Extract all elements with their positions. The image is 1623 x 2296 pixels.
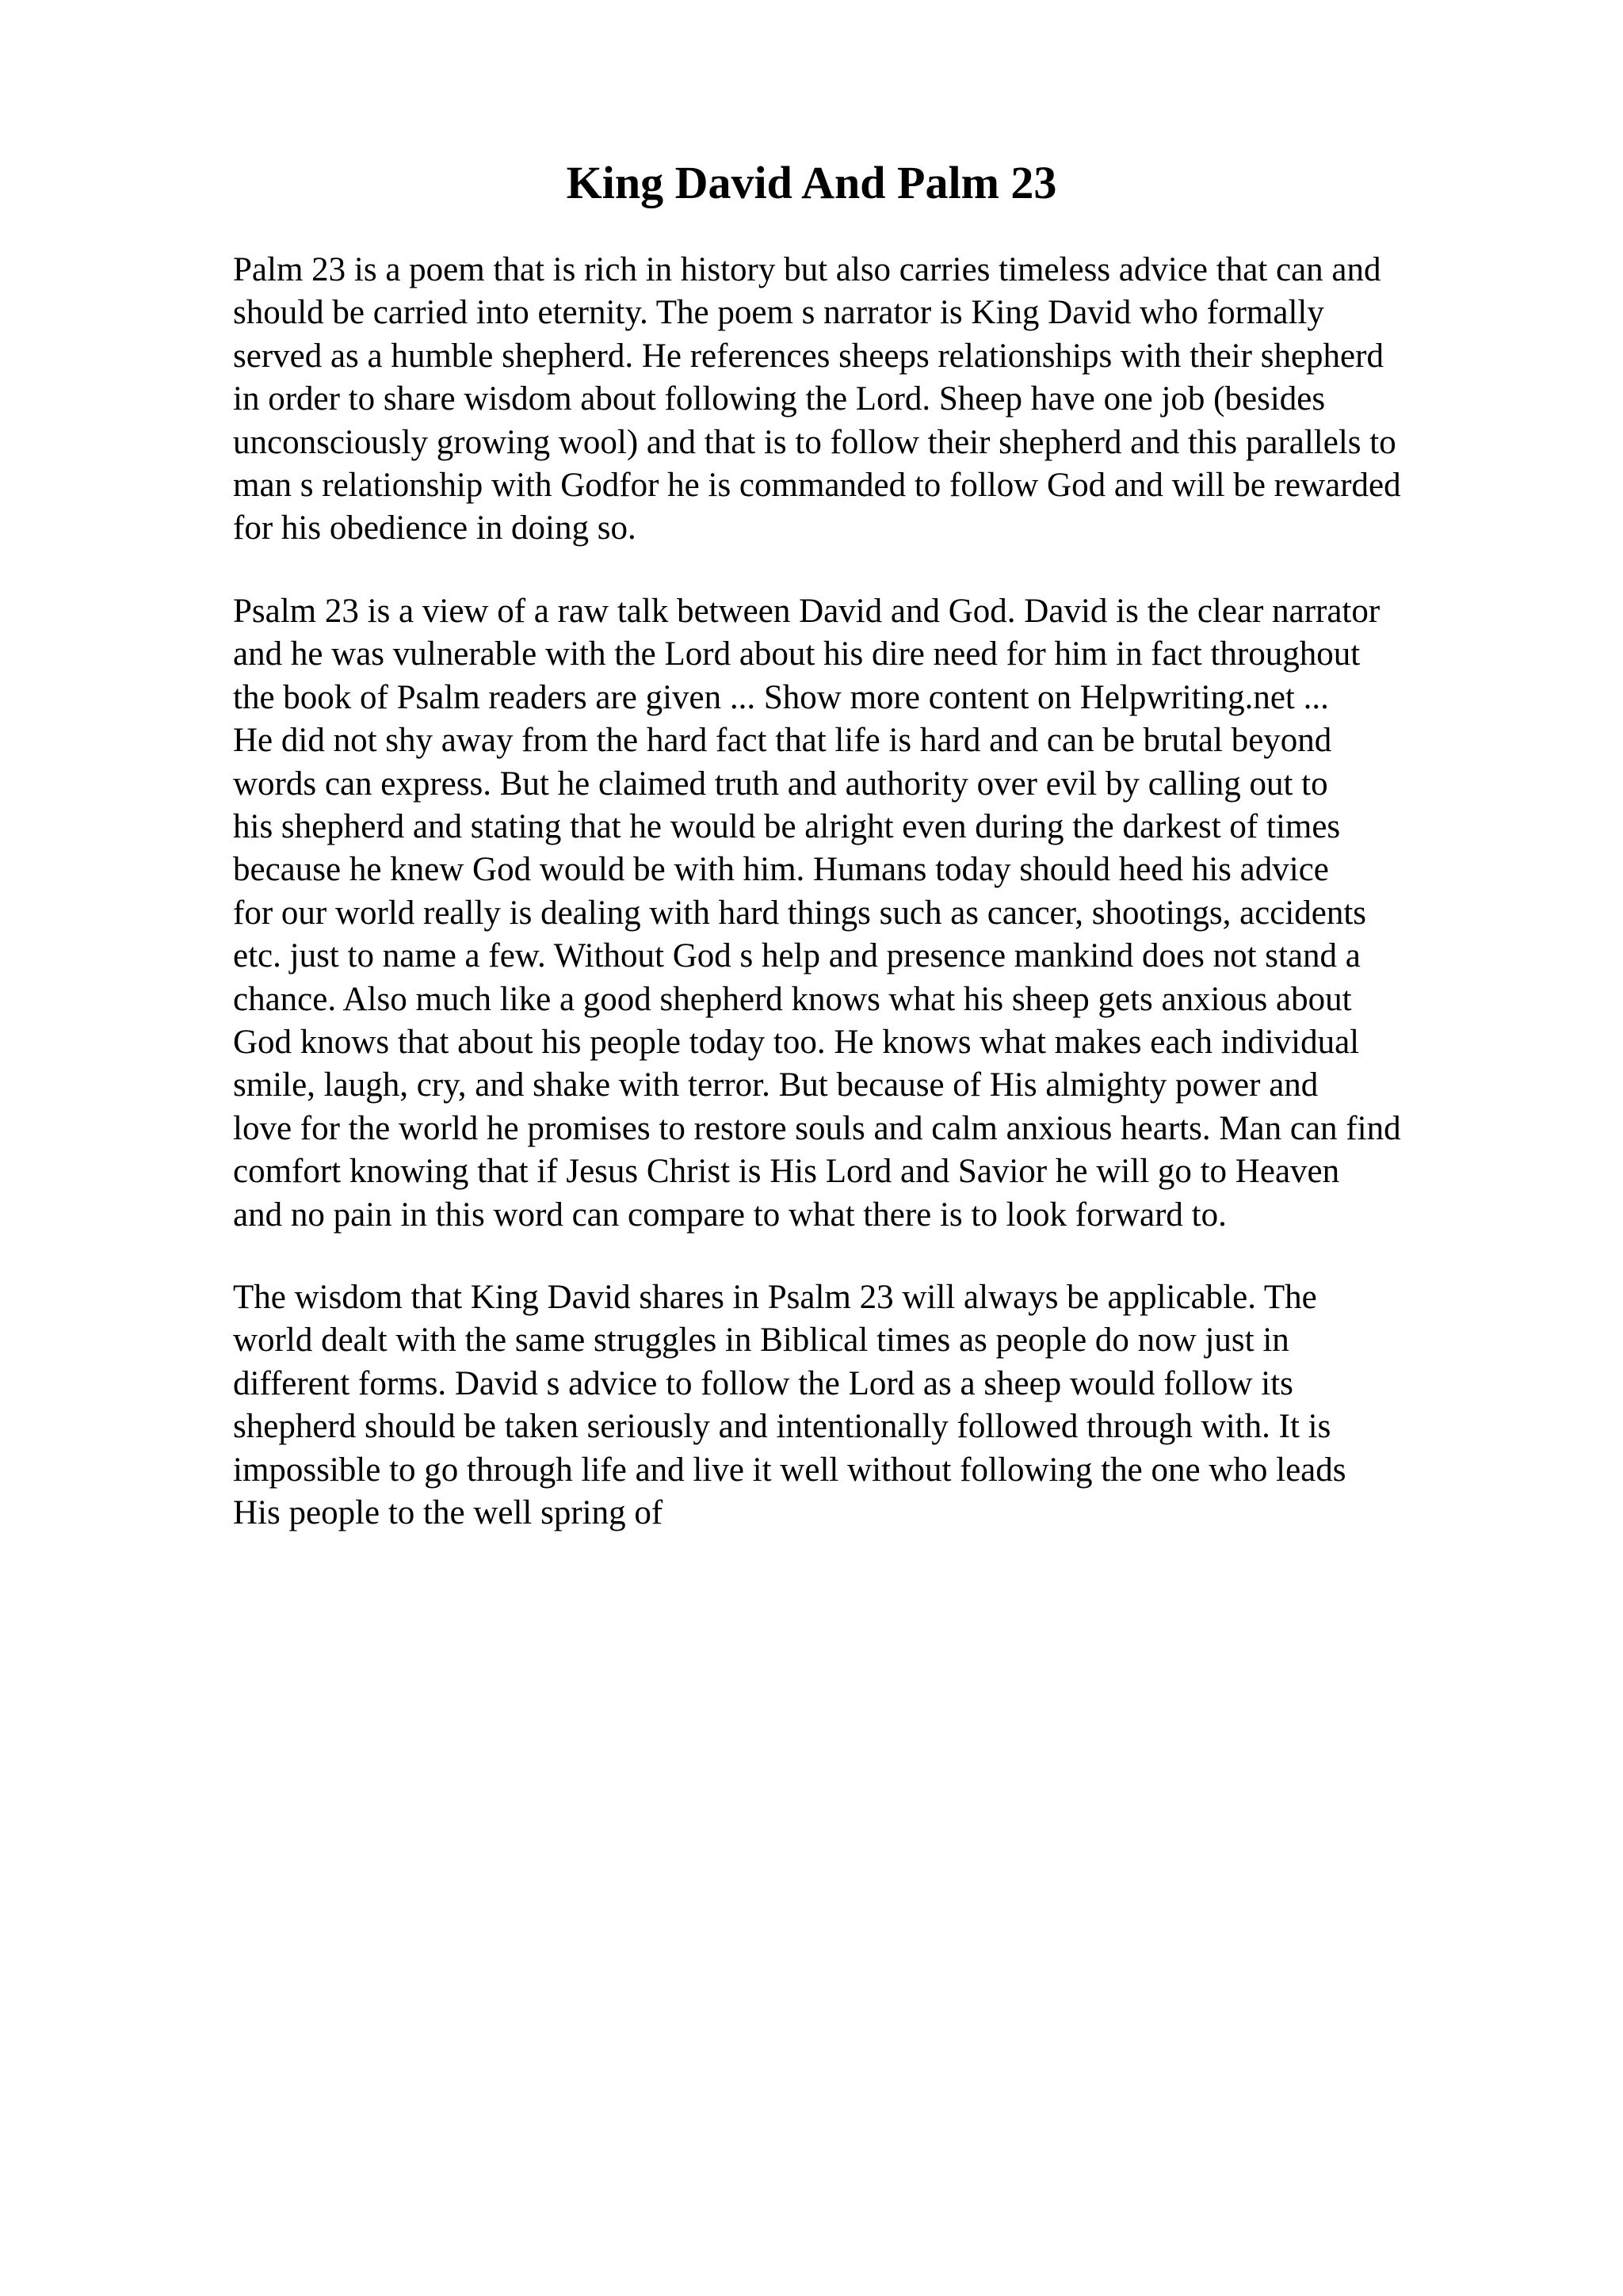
text-line: love for the world he promises to restore souls and calm anxious hearts. Man can find [233, 1109, 1401, 1147]
text-line: His people to the well spring of [233, 1494, 663, 1532]
text-line: smile, laugh, cry, and shake with terror. But because of His almighty power and [233, 1066, 1319, 1104]
document-title: King David And Palm 23 [566, 157, 1057, 208]
text-line: his shepherd and stating that he would be alright even during the darkest of times [233, 808, 1341, 846]
text-line: comfort knowing that if Jesus Christ is His Lord and Savior he will go to Heaven [233, 1153, 1340, 1191]
text-line: man s relationship with Godfor he is commanded to follow God and will be rewarded [233, 467, 1401, 505]
text-line: God knows that about his people today too. He knows what makes each individual [233, 1024, 1360, 1062]
text-line: different forms. David s advice to follow the Lord as a sheep would follow its [233, 1364, 1293, 1402]
text-line: etc. just to name a few. Without God s help and presence mankind does not stand a [233, 937, 1361, 975]
text-line: served as a humble shepherd. He references sheeps relationships with their shepherd [233, 337, 1384, 375]
text-line: and he was vulnerable with the Lord about his dire need for him in fact throughout [233, 635, 1361, 673]
text-line: Palm 23 is a poem that is rich in history but also carries timeless advice that can and [233, 251, 1381, 288]
text-line: for his obedience in doing so. [233, 509, 636, 547]
text-line: impossible to go through life and live it well without following the one who leads [233, 1451, 1346, 1489]
text-line: Psalm 23 is a view of a raw talk between David and God. David is the clear narrator [233, 593, 1381, 630]
text-line: and no pain in this word can compare to what there is to look forward to. [233, 1196, 1227, 1234]
text-line: the book of Psalm readers are given ... Show more content on Helpwriting.net ... [233, 678, 1329, 716]
text-line: because he knew God would be with him. Humans today should heed his advice [233, 851, 1329, 889]
paragraph-2 [233, 590, 1596, 1237]
text-line: words can express. But he claimed truth and authority over evil by calling out to [233, 765, 1328, 803]
paragraph-1 [233, 249, 1596, 551]
text-line: The wisdom that King David shares in Psalm 23 will always be applicable. The [233, 1279, 1317, 1316]
text-line: unconsciously growing wool) and that is to follow their shepherd and this parallels to [233, 423, 1396, 461]
text-line: for our world really is dealing with hard things such as cancer, shootings, accidents [233, 894, 1367, 932]
text-line: shepherd should be taken seriously and intentionally followed through with. It is [233, 1408, 1331, 1446]
paragraph-3 [233, 1276, 1596, 1535]
text-line: in order to share wisdom about following the Lord. Sheep have one job (besides [233, 380, 1326, 418]
text-line: should be carried into eternity. The poem s narrator is King David who formally [233, 294, 1324, 332]
text-line: world dealt with the same struggles in Biblical times as people do now just in [233, 1322, 1289, 1360]
text-line: chance. Also much like a good shepherd knows what his sheep gets anxious about [233, 980, 1352, 1018]
text-line: He did not shy away from the hard fact that life is hard and can be brutal beyond [233, 722, 1332, 760]
